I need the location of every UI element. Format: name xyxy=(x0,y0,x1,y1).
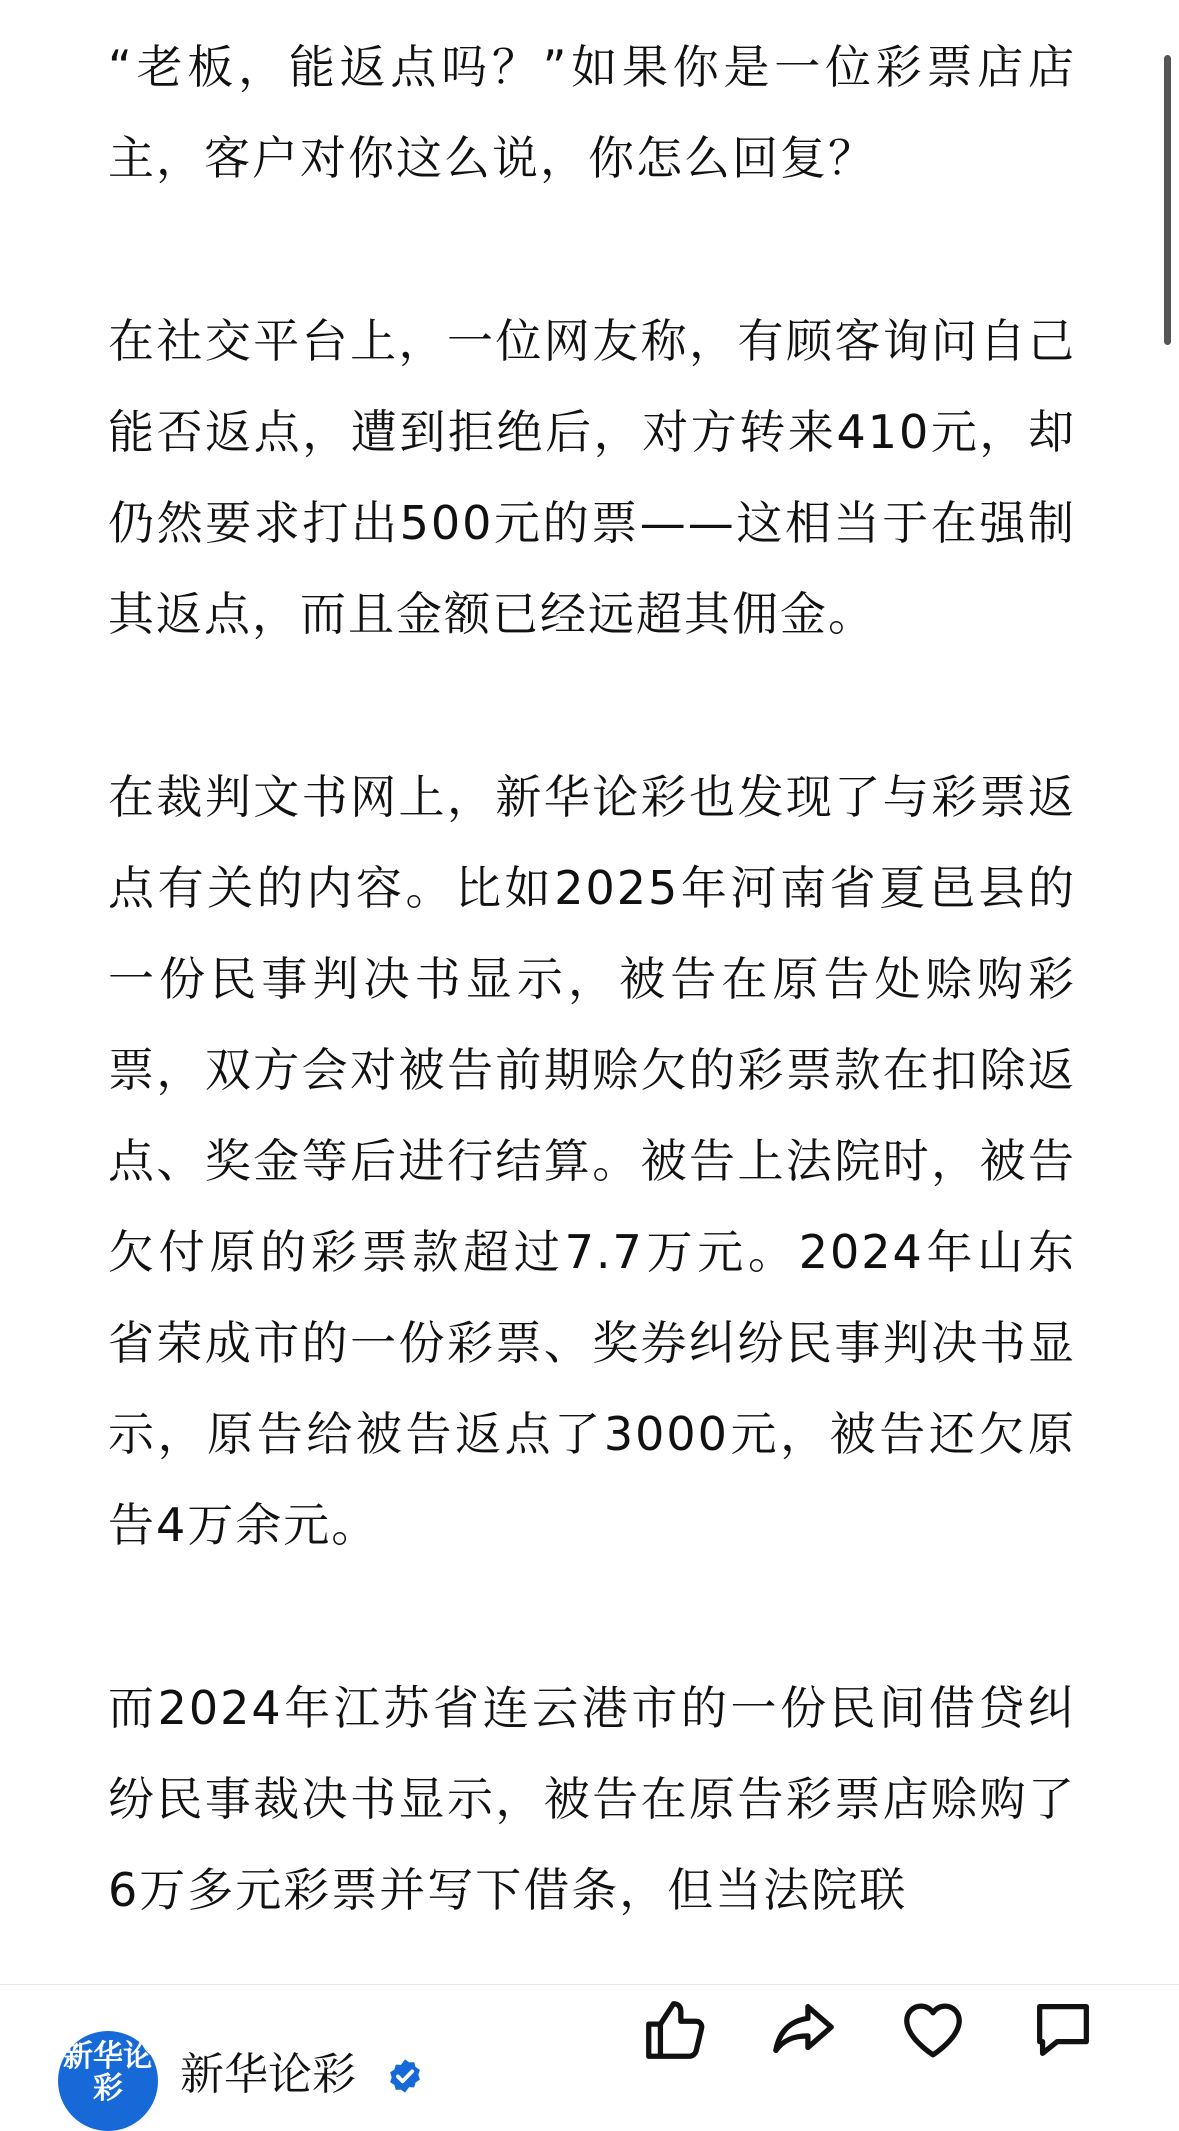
scrollbar-thumb[interactable] xyxy=(1164,55,1171,345)
heart-icon[interactable] xyxy=(898,1995,968,2065)
article-paragraph: 在裁判文书网上，新华论彩也发现了与彩票返点有关的内容。比如2025年河南省夏邑县的一份民事判决书显示，被告在原告处赊购彩票，双方会对被告前期赊欠的彩票款在扣除返点、奖金等后进行结算。被告上法院时，被告欠付原的彩票款超过7.7万元。2024年山东省荣成市的一份彩票、奖券纠纷民事判决书显示，原告给被告返点了3000元，被告还欠原告4万余元。 xyxy=(108,770,1076,1552)
avatar[interactable]: 新华论彩 xyxy=(58,2031,158,2131)
share-icon[interactable] xyxy=(770,1995,840,2065)
article-paragraph: 在社交平台上，一位网友称，有顾客询问自己能否返点，遭到拒绝后，对方转来410元，却仍然要求打出500元的票——这相当于在强制其返点，而且金额已经远超其佣金。 xyxy=(108,314,1076,641)
thumbs-up-icon[interactable] xyxy=(640,1995,710,2065)
article-paragraph: 而2024年江苏省连云港市的一份民间借贷纠纷民事裁决书显示，被告在原告彩票店赊购了6万多元彩票并写下借条，但当法院联 xyxy=(108,1681,1076,1917)
article-body xyxy=(108,22,1076,2028)
comment-icon[interactable] xyxy=(1028,1995,1098,2065)
verified-badge-icon xyxy=(386,2057,424,2095)
bottom-action-bar xyxy=(0,1984,1179,2106)
article-paragraph: “老板，能返点吗？”如果你是一位彩票店店主，客户对你这么说，你怎么回复？ xyxy=(108,40,1076,185)
source-name[interactable]: 新华论彩 xyxy=(180,2049,356,2100)
